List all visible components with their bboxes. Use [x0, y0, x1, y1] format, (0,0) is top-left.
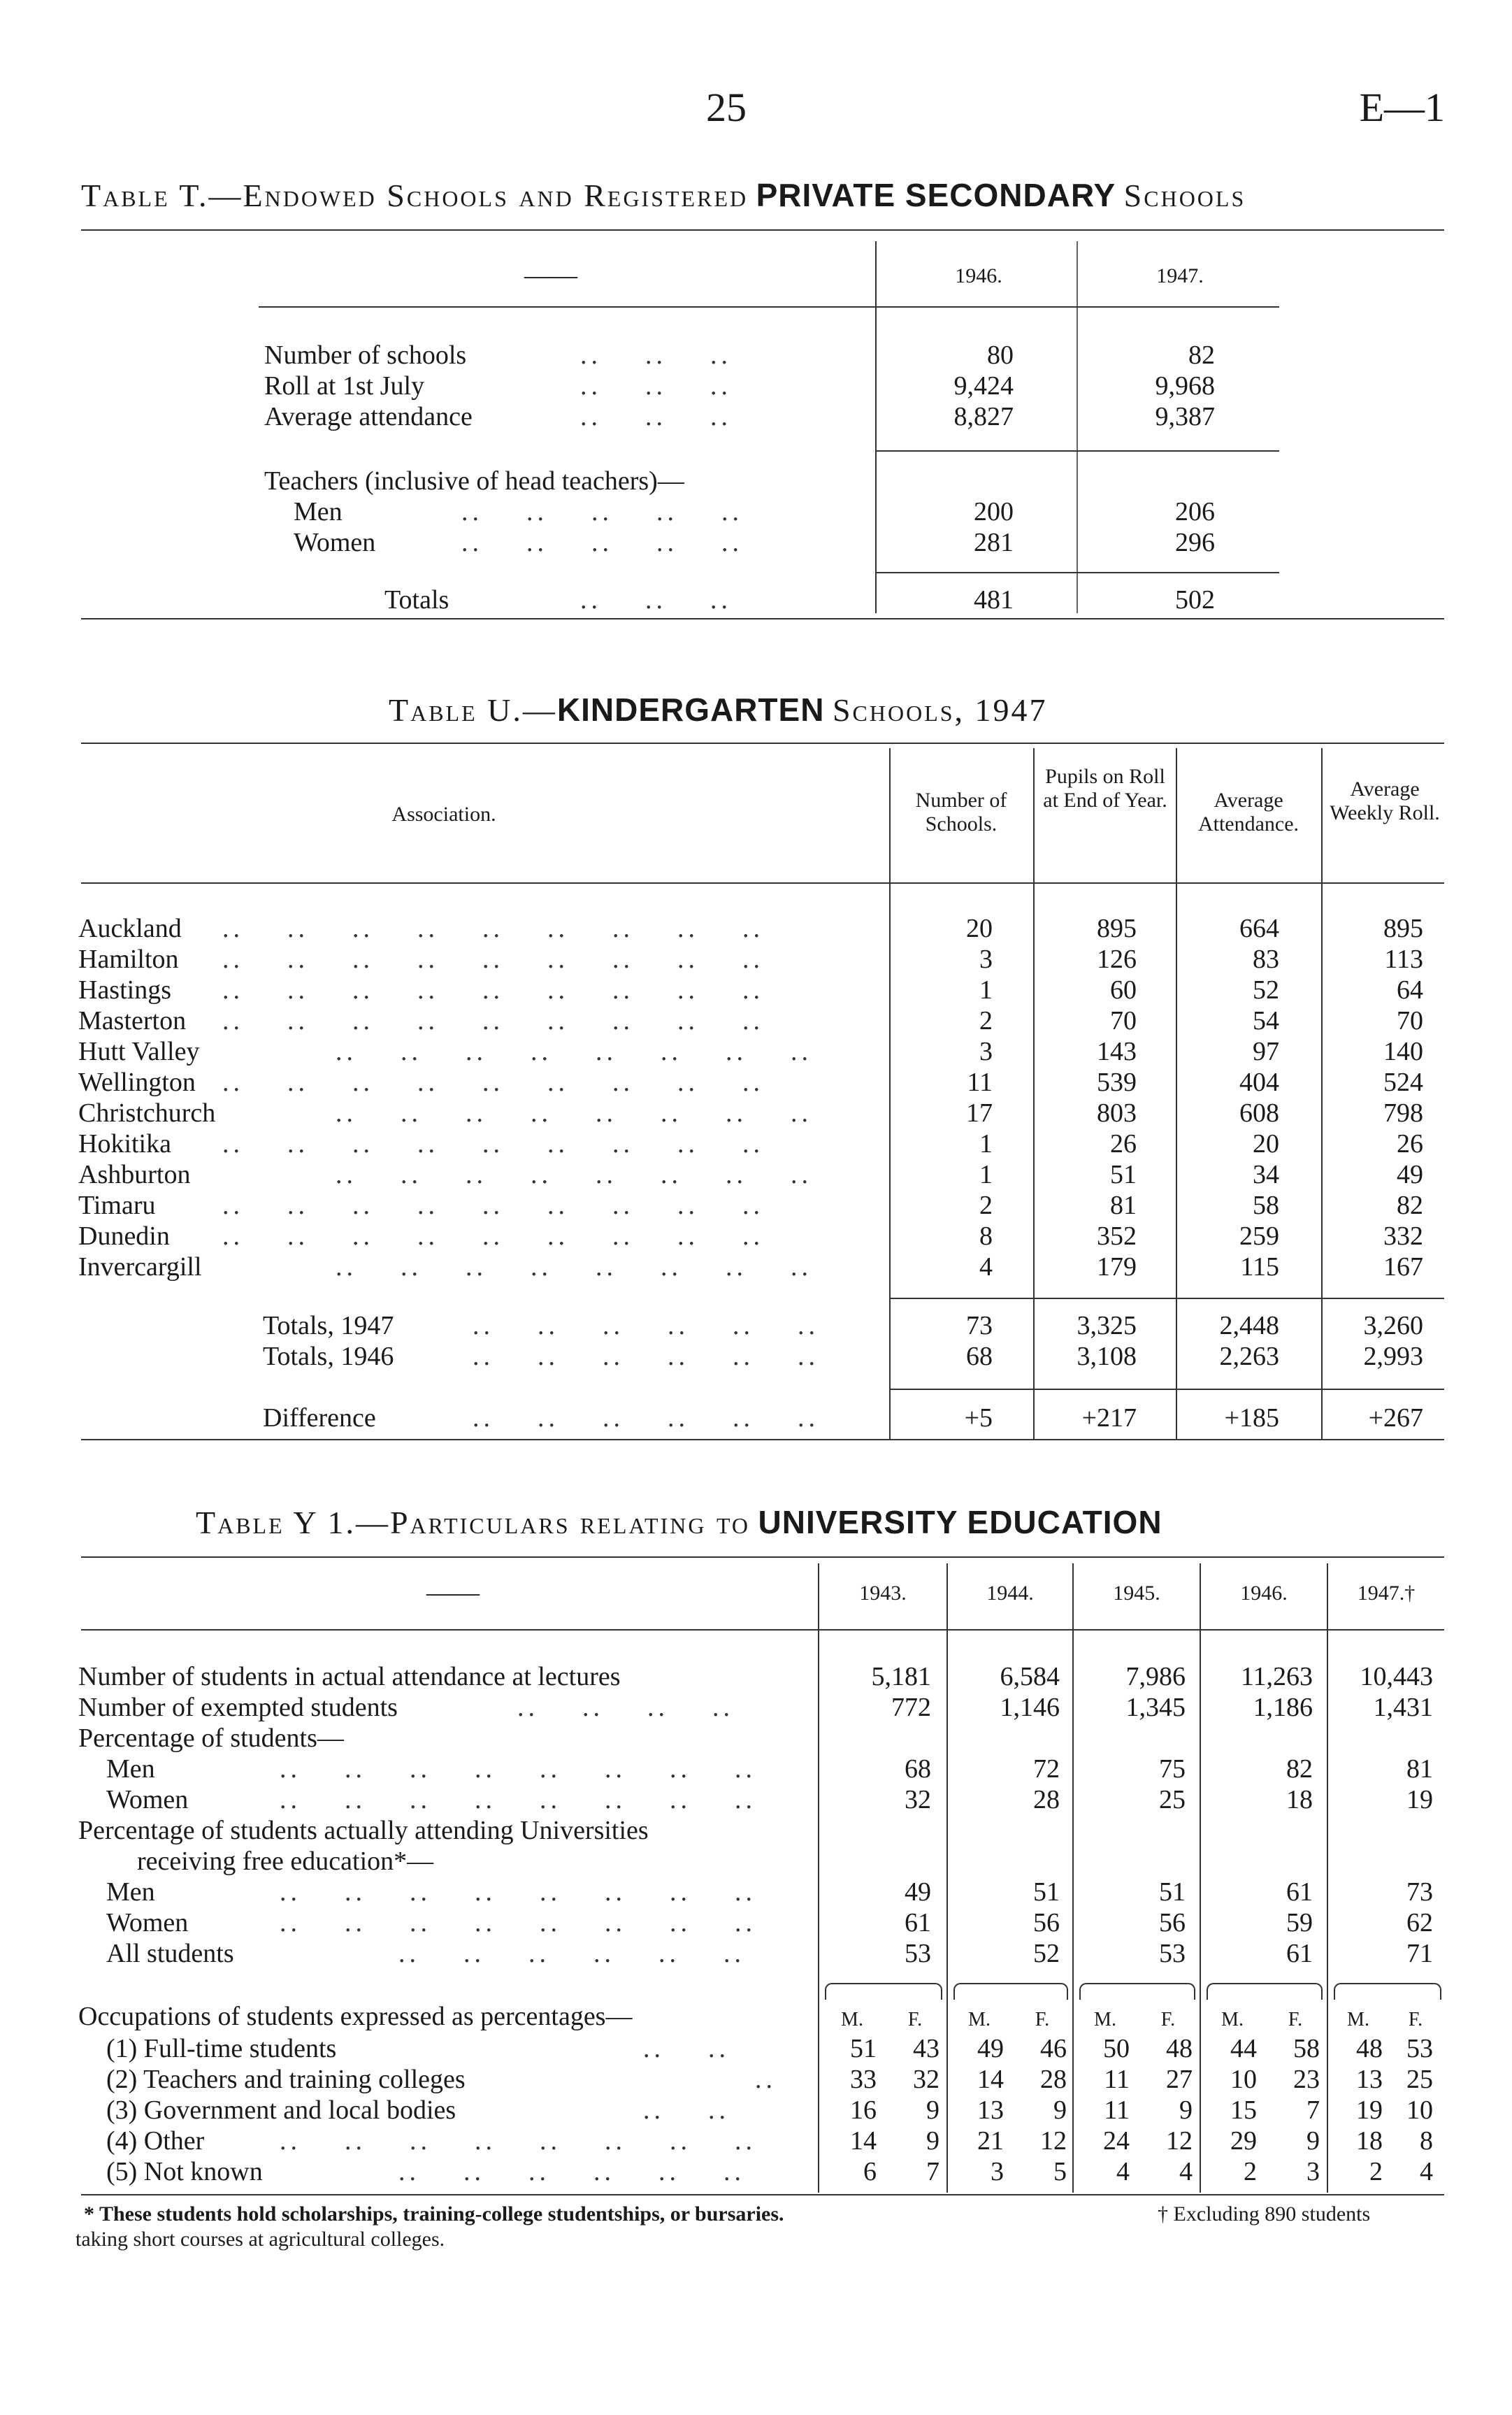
- table-u-cell: 895: [1383, 914, 1423, 943]
- table-y-row-label: Men: [106, 1877, 155, 1907]
- table-u-cell: 539: [1097, 1068, 1137, 1097]
- leader-dots: .. ..: [643, 2095, 730, 2125]
- mf-header-m: M.: [968, 2009, 991, 2030]
- table-u-cell: 70: [1110, 1006, 1137, 1035]
- table-y-row-label: (4) Other: [106, 2126, 205, 2156]
- table-y-cell: 18: [1286, 1785, 1313, 1814]
- table-y-cell: 19: [1356, 2095, 1383, 2125]
- table-y-cell: 51: [1033, 1877, 1060, 1907]
- table-t-cell: 82: [1188, 341, 1215, 370]
- table-t-rule: [875, 450, 1279, 452]
- table-u-cell: 20: [1253, 1129, 1279, 1159]
- table-u-cell: 49: [1397, 1160, 1423, 1189]
- table-t-col-divider: [875, 241, 877, 613]
- table-u-cell: 26: [1110, 1129, 1137, 1159]
- table-y-cell: 1,431: [1373, 1693, 1433, 1722]
- leader-dots: .. ..: [643, 2034, 730, 2063]
- leader-dots: .. .. .. .. .. .. .. .. ..: [222, 914, 764, 943]
- table-u-cell: 167: [1383, 1252, 1423, 1282]
- table-y-cell: 50: [1103, 2034, 1130, 2063]
- table-u-row-label: Masterton: [78, 1006, 187, 1035]
- table-u-row-label: Ashburton: [78, 1160, 191, 1189]
- table-u-totals-label: Totals, 1946: [263, 1342, 394, 1371]
- table-y-cell: 3: [1306, 2157, 1320, 2186]
- page-code: E—1: [1359, 85, 1445, 130]
- table-u-header-rule: [81, 882, 1444, 884]
- table-y-cell: 58: [1293, 2034, 1320, 2063]
- leader-dots: .. .. .. .. ..: [461, 528, 743, 557]
- table-y-cell: 75: [1159, 1754, 1186, 1784]
- table-y-cell: 10: [1230, 2065, 1257, 2094]
- table-t-section-label: Teachers (inclusive of head teachers)—: [264, 466, 684, 496]
- leader-dots: .. .. .. .. .. .. .. ..: [280, 2126, 756, 2156]
- table-y-cell: 51: [850, 2034, 877, 2063]
- table-u-row-label: Auckland: [78, 914, 182, 943]
- table-y-cell: 19: [1406, 1785, 1433, 1814]
- leader-dots: .. .. .. .. .. .. .. ..: [280, 1785, 756, 1814]
- table-y-section-label: Percentage of students actually attending Universities: [78, 1816, 649, 1845]
- mf-brace: [1334, 1983, 1441, 2000]
- table-u-cell: 73: [966, 1311, 993, 1340]
- table-y-cell: 7: [1306, 2095, 1320, 2125]
- table-u-cell: 97: [1253, 1037, 1279, 1066]
- table-u-header: Association.: [391, 803, 496, 826]
- table-u-cell: 3: [979, 945, 993, 974]
- table-u-cell: 8: [979, 1221, 993, 1251]
- table-u-row-label: Invercargill: [78, 1252, 202, 1282]
- table-u-rule-top: [81, 743, 1444, 744]
- leader-dots: .. .. .. .. .. ..: [473, 1403, 819, 1433]
- leader-dots: .. .. .. .. ..: [461, 497, 743, 526]
- table-t-totals-label: Totals: [384, 585, 449, 615]
- mf-brace: [953, 1983, 1068, 2000]
- leader-dots: .. .. .. .. .. .. .. .. ..: [222, 975, 764, 1005]
- mf-header-m: M.: [841, 2009, 863, 2030]
- table-u-cell: 11: [967, 1068, 993, 1097]
- table-u-row-label: Hokitika: [78, 1129, 171, 1159]
- table-y-cell: 33: [850, 2065, 877, 2094]
- leader-dots: .. .. .. .. .. .. .. ..: [336, 1037, 812, 1066]
- table-u-cell: 524: [1383, 1068, 1423, 1097]
- leader-dots: .. .. .. .. .. .. .. .. ..: [222, 1129, 764, 1159]
- table-u-cell: 68: [966, 1342, 993, 1371]
- table-y-cell: 24: [1103, 2126, 1130, 2156]
- table-t-row-label: Men: [294, 497, 343, 526]
- table-u-row-label: Dunedin: [78, 1221, 170, 1251]
- table-y-row-label: Men: [106, 1754, 155, 1784]
- table-y-row-label: Women: [106, 1785, 189, 1814]
- table-u-cell: 803: [1097, 1098, 1137, 1128]
- leader-dots: .. .. ..: [580, 371, 732, 401]
- mf-brace: [825, 1983, 942, 2000]
- table-u-row-label: Hamilton: [78, 945, 179, 974]
- table-u-cell: 3: [979, 1037, 993, 1066]
- table-t-cell: 502: [1175, 585, 1215, 615]
- table-u-cell: 115: [1240, 1252, 1279, 1282]
- table-y-cell: 61: [1286, 1939, 1313, 1968]
- table-y-cell: 61: [1286, 1877, 1313, 1907]
- leader-dots: .. .. .. ..: [517, 1693, 734, 1722]
- table-y-cell: 32: [905, 1785, 931, 1814]
- leader-dots: .. .. .. .. .. ..: [398, 2157, 745, 2186]
- table-y-cell: 2: [1244, 2157, 1257, 2186]
- table-y-year-header: 1946.: [1240, 1582, 1288, 1605]
- table-u-cell: 64: [1397, 975, 1423, 1005]
- table-y-cell: 9: [1306, 2126, 1320, 2156]
- table-y-cell: 72: [1033, 1754, 1060, 1784]
- table-u-cell: 4: [979, 1252, 993, 1282]
- table-y-cell: 11: [1104, 2065, 1130, 2094]
- table-u-cell: 608: [1239, 1098, 1279, 1128]
- table-u-cell: 179: [1097, 1252, 1137, 1282]
- table-y-cell: 29: [1230, 2126, 1257, 2156]
- table-u-row-label: Timaru: [78, 1191, 156, 1220]
- leader-dots: .. .. .. .. .. .. .. .. ..: [222, 1221, 764, 1251]
- table-t-cell: 8,827: [953, 402, 1014, 431]
- leader-dots: .. .. .. .. .. .. .. ..: [336, 1252, 812, 1282]
- table-u-cell: 895: [1097, 914, 1137, 943]
- table-y-cell: 25: [1159, 1785, 1186, 1814]
- table-u-cell: 664: [1239, 914, 1279, 943]
- table-y-cell: 51: [1159, 1877, 1186, 1907]
- table-y-cell: 772: [891, 1693, 931, 1722]
- table-y-cell: 11: [1104, 2095, 1130, 2125]
- table-u-row-label: Hastings: [78, 975, 171, 1005]
- table-y-cell: 14: [850, 2126, 877, 2156]
- table-t-cell: 481: [974, 585, 1014, 615]
- table-u-cell: 2,448: [1219, 1311, 1279, 1340]
- table-y-row-label: (5) Not known: [106, 2157, 263, 2186]
- table-y-cell: 81: [1406, 1754, 1433, 1784]
- table-u-row-label: Wellington: [78, 1068, 196, 1097]
- table-u-cell: +267: [1368, 1403, 1423, 1433]
- table-y-year-header: 1947.†: [1357, 1582, 1416, 1605]
- table-y-cell: 61: [905, 1908, 931, 1937]
- table-u-cell: 54: [1253, 1006, 1279, 1035]
- leader-dots: .. .. .. .. .. .. .. ..: [280, 1754, 756, 1784]
- table-y-cell: 9: [1053, 2095, 1067, 2125]
- table-u-cell: 60: [1110, 975, 1137, 1005]
- table-t-rule-top: [81, 229, 1444, 231]
- table-u-cell: 3,260: [1363, 1311, 1423, 1340]
- table-t-row-label: Average attendance: [264, 402, 473, 431]
- table-y-year-header: 1944.: [986, 1582, 1034, 1605]
- table-t-year-header: 1946.: [955, 264, 1002, 287]
- table-y-cell: 23: [1293, 2065, 1320, 2094]
- table-y-head-dash: ——: [426, 1578, 480, 1607]
- table-u-cell: +185: [1224, 1403, 1279, 1433]
- table-u-col-divider: [889, 748, 891, 1440]
- table-y-cell: 5,181: [871, 1662, 931, 1691]
- table-y-cell: 14: [977, 2065, 1004, 2094]
- table-y-cell: 53: [1406, 2034, 1433, 2063]
- table-t-col-divider: [1077, 241, 1078, 613]
- page-header: [0, 84, 1512, 140]
- mf-header-m: M.: [1094, 2009, 1116, 2030]
- mf-header-m: M.: [1347, 2009, 1369, 2030]
- table-u-cell: 58: [1253, 1191, 1279, 1220]
- table-y-cell: 9: [926, 2126, 939, 2156]
- table-y-caption: Table Y 1.—Particulars relating to UNIVERSITY EDUCATION: [196, 1504, 1162, 1540]
- table-y-section-label: Occupations of students expressed as percentages—: [78, 2002, 633, 2031]
- table-y-cell: 7: [926, 2157, 939, 2186]
- table-u-cell: 140: [1383, 1037, 1423, 1066]
- table-y-cell: 4: [1420, 2157, 1433, 2186]
- table-y-rule-bottom: [81, 2194, 1444, 2195]
- leader-dots: .. .. .. .. .. .. .. .. ..: [222, 1191, 764, 1220]
- table-u-cell: 52: [1253, 975, 1279, 1005]
- table-y-cell: 10,443: [1360, 1662, 1433, 1691]
- footnote-excluding: † Excluding 890 students: [1158, 2202, 1371, 2226]
- table-u-rule-bottom: [81, 1439, 1444, 1440]
- table-u-cell: +217: [1081, 1403, 1137, 1433]
- table-u-rule: [889, 1298, 1444, 1299]
- table-y-cell: 62: [1406, 1908, 1433, 1937]
- table-u-cell: 352: [1097, 1221, 1137, 1251]
- table-y-cell: 4: [1116, 2157, 1130, 2186]
- table-y-row-label: (1) Full-time students: [106, 2034, 337, 2063]
- table-y-cell: 15: [1230, 2095, 1257, 2125]
- table-y-cell: 48: [1166, 2034, 1193, 2063]
- table-u-cell: 332: [1383, 1221, 1423, 1251]
- table-y-row-label: All students: [106, 1939, 234, 1968]
- table-y-cell: 9: [926, 2095, 939, 2125]
- table-y-cell: 9: [1179, 2095, 1193, 2125]
- table-y-cell: 27: [1166, 2065, 1193, 2094]
- leader-dots: .. .. .. .. .. .. .. ..: [280, 1908, 756, 1937]
- table-u-cell: 2: [979, 1006, 993, 1035]
- table-y-cell: 21: [977, 2126, 1004, 2156]
- table-y-cell: 28: [1033, 1785, 1060, 1814]
- table-u-cell: 404: [1239, 1068, 1279, 1097]
- table-y-cell: 49: [977, 2034, 1004, 2063]
- table-t-cell: 9,968: [1155, 371, 1215, 401]
- leader-dots: .. .. .. .. .. ..: [398, 1939, 745, 1968]
- table-y-cell: 49: [905, 1877, 931, 1907]
- leader-dots: .. .. .. .. .. ..: [473, 1342, 819, 1371]
- table-u-col-divider: [1033, 748, 1035, 1440]
- table-t-cell: 281: [974, 528, 1014, 557]
- table-y-cell: 6: [863, 2157, 877, 2186]
- table-y-header-rule: [81, 1629, 1444, 1631]
- table-y-cell: 46: [1040, 2034, 1067, 2063]
- table-y-rule-top: [81, 1556, 1444, 1558]
- table-u-cell: 34: [1253, 1160, 1279, 1189]
- footnote-continuation: taking short courses at agricultural colleges.: [75, 2228, 445, 2251]
- table-y-cell: 1,345: [1125, 1693, 1186, 1722]
- table-y-cell: 71: [1406, 1939, 1433, 1968]
- table-t-cell: 296: [1175, 528, 1215, 557]
- table-y-cell: 48: [1356, 2034, 1383, 2063]
- table-t-row-label: Women: [294, 528, 376, 557]
- leader-dots: .. .. ..: [580, 402, 732, 431]
- table-y-cell: 6,584: [1000, 1662, 1060, 1691]
- table-y-cell: 5: [1053, 2157, 1067, 2186]
- mf-header-m: M.: [1221, 2009, 1244, 2030]
- table-t-caption: Table T.—Endowed Schools and Registered PRIVATE SECONDARY Schools: [81, 177, 1246, 213]
- table-t-cell: 9,387: [1155, 402, 1215, 431]
- leader-dots: .. .. ..: [580, 341, 732, 370]
- table-u-cell: 113: [1384, 945, 1423, 974]
- table-u-cell: 2,263: [1219, 1342, 1279, 1371]
- table-y-cell: 1,146: [1000, 1693, 1060, 1722]
- table-u-rule: [889, 1389, 1444, 1390]
- table-u-cell: 3,108: [1077, 1342, 1137, 1371]
- table-y-cell: 82: [1286, 1754, 1313, 1784]
- leader-dots: .. .. ..: [580, 585, 732, 615]
- table-y-cell: 16: [850, 2095, 877, 2125]
- table-t-row-label: Roll at 1st July: [264, 371, 425, 401]
- table-u-cell: 51: [1110, 1160, 1137, 1189]
- table-t-rule: [875, 572, 1279, 573]
- table-u-cell: 798: [1383, 1098, 1423, 1128]
- leader-dots: .. .. .. .. .. .. .. ..: [336, 1098, 812, 1128]
- table-u-cell: 143: [1097, 1037, 1137, 1066]
- table-y-cell: 25: [1406, 2065, 1433, 2094]
- table-y-cell: 13: [1356, 2065, 1383, 2094]
- table-t-header-rule: [259, 306, 1279, 308]
- table-u-cell: 81: [1110, 1191, 1137, 1220]
- page-number: 25: [706, 85, 747, 130]
- table-u-cell: 26: [1397, 1129, 1423, 1159]
- table-u-cell: 17: [966, 1098, 993, 1128]
- leader-dots: .. .. .. .. .. .. .. .. ..: [222, 945, 764, 974]
- mf-header-f: F.: [907, 2009, 923, 2030]
- table-y-row-label: Number of students in actual attendance at lectures: [78, 1662, 621, 1691]
- table-y-cell: 3: [991, 2157, 1004, 2186]
- table-y-cell: 32: [913, 2065, 939, 2094]
- table-t-head-dash: ——: [524, 261, 577, 290]
- table-u-row-label: Christchurch: [78, 1098, 216, 1128]
- table-y-cell: 12: [1040, 2126, 1067, 2156]
- table-t-cell: 200: [974, 497, 1014, 526]
- table-u-cell: 2: [979, 1191, 993, 1220]
- table-y-cell: 59: [1286, 1908, 1313, 1937]
- table-y-row-label: Number of exempted students: [78, 1693, 398, 1722]
- table-u-header: Average Weekly Roll.: [1330, 777, 1440, 824]
- leader-dots: .. .. .. .. .. .. .. .. ..: [222, 1068, 764, 1097]
- footnote-scholarships: * These students hold scholarships, training-college studentships, or bursaries.: [84, 2202, 784, 2226]
- table-t-rule-bottom: [81, 618, 1444, 619]
- mf-header-f: F.: [1035, 2009, 1050, 2030]
- table-y-cell: 12: [1166, 2126, 1193, 2156]
- table-u-totals-label: Totals, 1947: [263, 1311, 394, 1340]
- table-u-cell: 3,325: [1077, 1311, 1137, 1340]
- table-u-row-label: Hutt Valley: [78, 1037, 200, 1066]
- table-u-cell: 82: [1397, 1191, 1423, 1220]
- table-t-year-header: 1947.: [1156, 264, 1204, 287]
- table-u-header: Number of Schools.: [915, 789, 1007, 836]
- table-y-cell: 7,986: [1125, 1662, 1186, 1691]
- table-y-section-label: Percentage of students—: [78, 1724, 344, 1753]
- mf-brace: [1207, 1983, 1323, 2000]
- table-u-header: Pupils on Roll at End of Year.: [1043, 765, 1167, 812]
- table-y-cell: 13: [977, 2095, 1004, 2125]
- table-y-year-header: 1945.: [1113, 1582, 1160, 1605]
- table-u-caption: Table U.—KINDERGARTEN Schools, 1947: [389, 691, 1048, 728]
- table-u-cell: 1: [979, 1160, 993, 1189]
- table-t-cell: 80: [987, 341, 1014, 370]
- table-y-cell: 1,186: [1253, 1693, 1313, 1722]
- table-y-cell: 28: [1040, 2065, 1067, 2094]
- table-y-cell: 2: [1369, 2157, 1383, 2186]
- table-y-cell: 53: [905, 1939, 931, 1968]
- table-u-difference-label: Difference: [263, 1403, 376, 1433]
- leader-dots: .. .. .. .. .. ..: [473, 1311, 819, 1340]
- table-u-col-divider: [1321, 748, 1323, 1440]
- table-y-cell: 53: [1159, 1939, 1186, 1968]
- table-t-cell: 9,424: [953, 371, 1014, 401]
- table-y-cell: 68: [905, 1754, 931, 1784]
- table-y-cell: 18: [1356, 2126, 1383, 2156]
- table-u-cell: 1: [979, 1129, 993, 1159]
- mf-header-f: F.: [1288, 2009, 1303, 2030]
- table-u-cell: 2,993: [1363, 1342, 1423, 1371]
- table-y-cell: 11,263: [1240, 1662, 1313, 1691]
- table-u-cell: 126: [1097, 945, 1137, 974]
- table-y-cell: 56: [1159, 1908, 1186, 1937]
- table-t-cell: 206: [1175, 497, 1215, 526]
- table-y-cell: 10: [1406, 2095, 1433, 2125]
- table-y-year-header: 1943.: [859, 1582, 907, 1605]
- table-y-cell: 56: [1033, 1908, 1060, 1937]
- table-y-cell: 8: [1420, 2126, 1433, 2156]
- leader-dots: .. .. .. .. .. .. .. ..: [280, 1877, 756, 1907]
- table-y-row-label: Women: [106, 1908, 189, 1937]
- leader-dots: ..: [755, 2065, 777, 2094]
- mf-brace: [1079, 1983, 1195, 2000]
- table-y-cell: 43: [913, 2034, 939, 2063]
- table-t-row-label: Number of schools: [264, 341, 467, 370]
- table-y-cell: 44: [1230, 2034, 1257, 2063]
- table-y-cell: 52: [1033, 1939, 1060, 1968]
- table-u-cell: 70: [1397, 1006, 1423, 1035]
- table-y-cell: 73: [1406, 1877, 1433, 1907]
- table-u-cell: +5: [964, 1403, 993, 1433]
- table-u-cell: 259: [1239, 1221, 1279, 1251]
- table-u-cell: 20: [966, 914, 993, 943]
- table-u-cell: 1: [979, 975, 993, 1005]
- table-y-row-label: (2) Teachers and training colleges: [106, 2065, 466, 2094]
- mf-header-f: F.: [1408, 2009, 1423, 2030]
- leader-dots: .. .. .. .. .. .. .. .. ..: [222, 1006, 764, 1035]
- table-y-section-label: receiving free education*—: [137, 1847, 434, 1876]
- table-u-cell: 83: [1253, 945, 1279, 974]
- mf-header-f: F.: [1160, 2009, 1176, 2030]
- leader-dots: .. .. .. .. .. .. .. ..: [336, 1160, 812, 1189]
- table-u-col-divider: [1176, 748, 1177, 1440]
- table-y-row-label: (3) Government and local bodies: [106, 2095, 456, 2125]
- table-y-cell: 4: [1179, 2157, 1193, 2186]
- table-u-header: Average Attendance.: [1197, 789, 1299, 836]
